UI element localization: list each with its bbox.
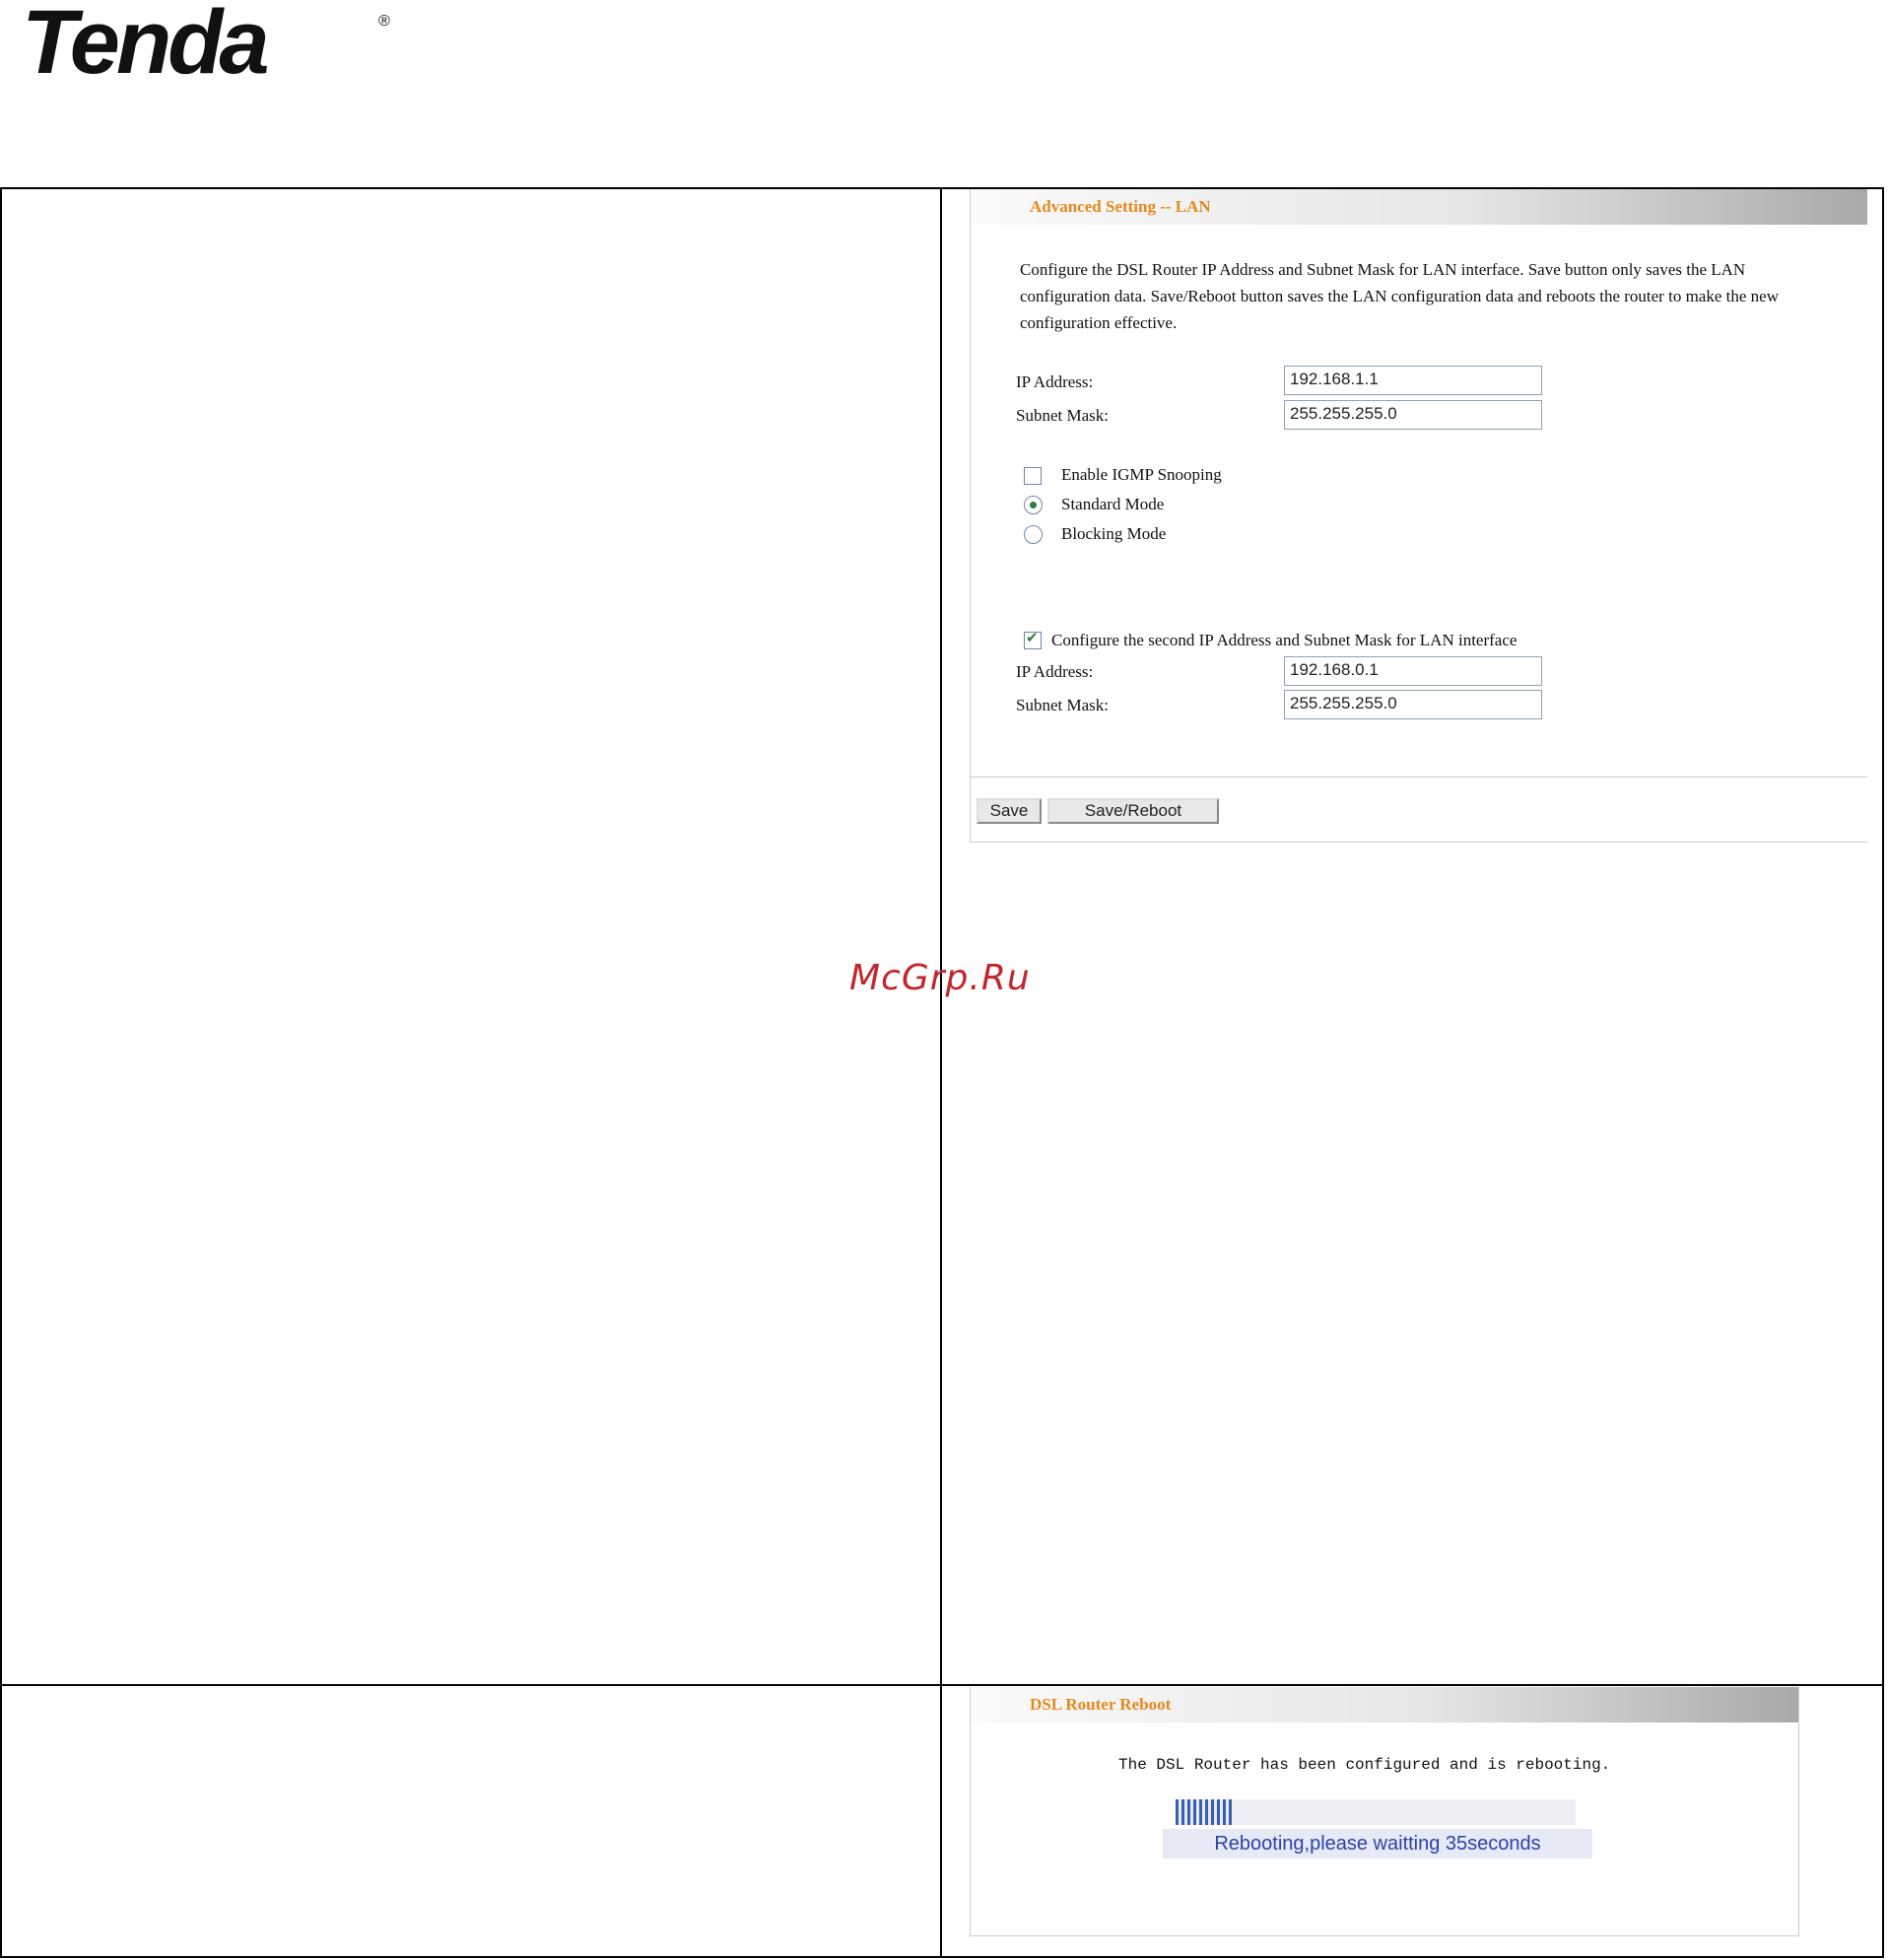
reboot-panel-title: DSL Router Reboot xyxy=(971,1687,1798,1723)
second-ip-address-field[interactable]: 192.168.0.1 xyxy=(1284,656,1542,686)
watermark: McGrp.Ru xyxy=(849,958,1031,998)
lan-settings-panel xyxy=(970,189,1867,843)
subnet-mask-label: Subnet Mask: xyxy=(1016,406,1109,425)
second-ip-label: Configure the second IP Address and Subnet Mask for LAN interface xyxy=(1051,631,1517,649)
row-divider xyxy=(2,1684,1882,1686)
reboot-status: Rebooting,please waitting 35seconds xyxy=(1163,1829,1592,1859)
ip-address-field[interactable]: 192.168.1.1 xyxy=(1284,366,1542,395)
save-button[interactable]: Save xyxy=(977,798,1042,824)
igmp-snooping-checkbox[interactable] xyxy=(1024,467,1042,485)
ip-address-label: IP Address: xyxy=(1016,372,1094,391)
document-table xyxy=(0,187,1884,1958)
standard-mode-radio[interactable] xyxy=(1024,496,1043,514)
second-subnet-mask-field[interactable]: 255.255.255.0 xyxy=(1284,690,1542,719)
second-ip-address-label: IP Address: xyxy=(1016,662,1094,681)
igmp-snooping-label: Enable IGMP Snooping xyxy=(1061,465,1222,484)
subnet-mask-field[interactable]: 255.255.255.0 xyxy=(1284,400,1542,430)
second-subnet-mask-label: Subnet Mask: xyxy=(1016,696,1109,714)
lan-description: Configure the DSL Router IP Address and Subnet Mask for LAN interface. Save button only saves the LAN configuration data. Save/Reboot button saves the LAN configuration data and reboots the router to make the new configuration effective. xyxy=(1020,260,1779,332)
reboot-message: The DSL Router has been configured and is rebooting. xyxy=(1118,1756,1611,1774)
lan-panel-title: Advanced Setting -- LAN xyxy=(971,189,1867,225)
save-reboot-button[interactable]: Save/Reboot xyxy=(1047,798,1219,824)
tenda-logo xyxy=(22,0,396,81)
blocking-mode-radio[interactable] xyxy=(1024,525,1043,544)
standard-mode-label: Standard Mode xyxy=(1061,495,1165,513)
column-divider xyxy=(940,189,942,1956)
second-ip-checkbox[interactable] xyxy=(1024,632,1042,649)
tenda-logo-text: Tenda xyxy=(22,0,266,81)
reboot-progress-fill xyxy=(1176,1799,1232,1825)
blocking-mode-label: Blocking Mode xyxy=(1061,524,1167,543)
registered-mark: ® xyxy=(378,13,390,30)
reboot-panel xyxy=(970,1687,1799,1936)
reboot-progress-bar xyxy=(1176,1799,1576,1825)
